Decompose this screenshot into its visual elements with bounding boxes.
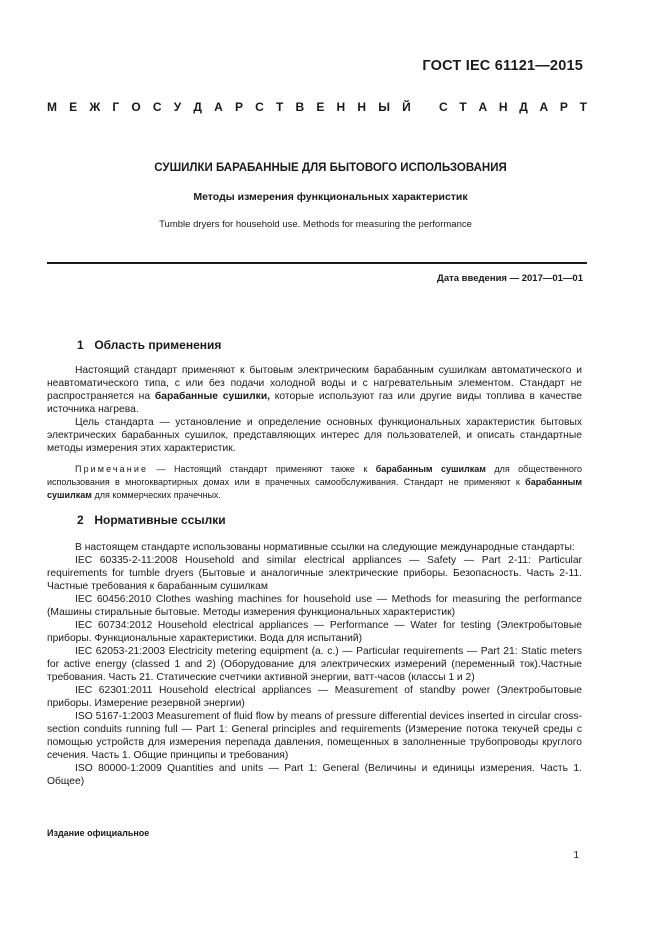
interstate-letter: Е [69, 100, 78, 114]
interstate-letter: Н [336, 100, 346, 114]
section-1-heading [77, 338, 221, 352]
reference-item: ISO 80000-1:2009 Quantities and units — Part 1: General (Величины и единицы измерения. Часть 1. Общее) [47, 763, 582, 787]
section-2-body [47, 541, 582, 788]
interstate-letter: Д [193, 100, 202, 114]
interstate-letter: Н [498, 100, 508, 114]
interstate-letter: Р [234, 100, 243, 114]
section-1-title: Область применения [94, 338, 222, 352]
term-bold: барабанным сушилкам [375, 464, 486, 474]
interstate-letter: У [173, 100, 182, 114]
interstate-letter: Г [112, 100, 120, 114]
para-text: которые используют газ или другие виды топлива в качестве источника нагрева. [47, 391, 582, 415]
section-2-number: 2 [77, 513, 84, 527]
section-2-intro: В настоящем стандарте использованы нормативные ссылки на следующие международные стандарты: [75, 542, 575, 553]
edition-label: Издание официальное [47, 828, 150, 838]
interstate-letter: Т [459, 100, 467, 114]
title-divider [47, 262, 587, 264]
interstate-letter: Ы [378, 100, 390, 114]
interstate-letter: О [131, 100, 141, 114]
para-text: Настоящий стандарт применяют к бытовым электрическим барабанным сушилкам автоматического и неавтоматического типа, с или без подачи холодной воды и с нагревательным элементом. Стандарт не распространяется на [47, 365, 582, 402]
interstate-letter: Н [357, 100, 367, 114]
interstate-word-1 [47, 100, 411, 114]
note-text: для общественного использования в многоквартирных домах или в прачечных самообслуживания. Стандарт не применяют к [47, 464, 582, 487]
section-1-number: 1 [77, 338, 84, 352]
interstate-letter: С [439, 100, 448, 114]
interstate-letter: Ж [89, 100, 101, 114]
reference-item: IEC 60734:2012 Household electrical appliances — Performance — Water for testing (Электробытовые приборы. Функциональные характеристики. Вода для испытаний) [47, 620, 582, 644]
interstate-letter: Д [519, 100, 528, 114]
section-1-paragraph-2: Цель стандарта — установление и определение основных функциональных характеристик бытовых электрических барабанных сушилок, представляющих интерес для пользователей, и описать стандартные методы измерения этих характеристик. [47, 417, 582, 454]
interstate-letter: Е [316, 100, 325, 114]
section-1-body [47, 364, 582, 455]
reference-item: IEC 60456:2010 Clothes washing machines for household use — Methods for measuring the performance (Машины стиральные бытовые. Методы измерения функциональных характеристик) [47, 594, 582, 618]
interstate-letter: Й [402, 100, 411, 114]
standard-subtitle: Методы измерения функциональных характеристик [193, 191, 468, 203]
note-text: — Настоящий стандарт применяют также к [148, 464, 376, 474]
interstate-letter: Т [579, 100, 587, 114]
note-label: Примечание [75, 464, 149, 474]
section-2-title: Нормативные ссылки [94, 513, 226, 527]
introduction-date: Дата введения — 2017—01—01 [437, 273, 583, 284]
term-bold: барабанные сушилки, [154, 391, 271, 402]
english-title: Tumble dryers for household use. Methods for measuring the performance [159, 219, 472, 230]
interstate-letter: В [295, 100, 305, 114]
interstate-letter: Р [559, 100, 568, 114]
interstate-letter: С [152, 100, 162, 114]
interstate-letter: М [47, 100, 57, 114]
term-bold: барабанным сушилкам [47, 476, 582, 500]
reference-item: IEC 62301:2011 Household electrical appliances — Measurement of standby power (Электробытовые приборы. Измерение резервной энергии) [47, 685, 582, 709]
interstate-letter: А [214, 100, 223, 114]
interstate-word-2 [439, 100, 587, 114]
interstate-standard-label [47, 100, 587, 114]
reference-item: IEC 62053-21:2003 Electricity metering equipment (a. c.) — Particular requirements — Part 21: Static meters for active energy (classed 1 and 2) (Оборудование для электрических измерений (переменный ток).Частные требования. Часть 21. Статические счетчики активной энергии, ватт-часов (классы 1 и 2) [47, 646, 582, 683]
page-number: 1 [573, 850, 579, 861]
interstate-letter: С [255, 100, 264, 114]
doc-number: ГОСТ IEC 61121—2015 [422, 58, 583, 74]
interstate-letter: А [478, 100, 488, 114]
reference-item: ISO 5167-1:2003 Measurement of fluid flow by means of pressure differential devices inserted in circular cross-section conduits running full — Part 1: General principles and requirements (Измерение потока текучей среды с помощью устройств для измерения перепада давления, помещенных в заполненные трубопроводы круглого сечения. Часть 1. Общие принципы и требования) [47, 711, 582, 761]
section-2-heading [77, 513, 226, 527]
interstate-letter: А [539, 100, 549, 114]
note-text: для коммерческих прачечных. [91, 489, 221, 500]
section-1-note [47, 463, 582, 501]
standard-title: СУШИЛКИ БАРАБАННЫЕ ДЛЯ БЫТОВОГО ИСПОЛЬЗОВАНИЯ [154, 162, 507, 174]
interstate-letter: Т [275, 100, 284, 114]
reference-item: IEC 60335-2-11:2008 Household and similar electrical appliances — Safety — Part 2-11: Particular requirements for tumble dryers (Бытовые и аналогичные электрические приборы. Безопасность. Часть 2-11. Частные требования к барабанным сушилкам [47, 555, 582, 592]
section-1-paragraph-1 [47, 364, 582, 416]
